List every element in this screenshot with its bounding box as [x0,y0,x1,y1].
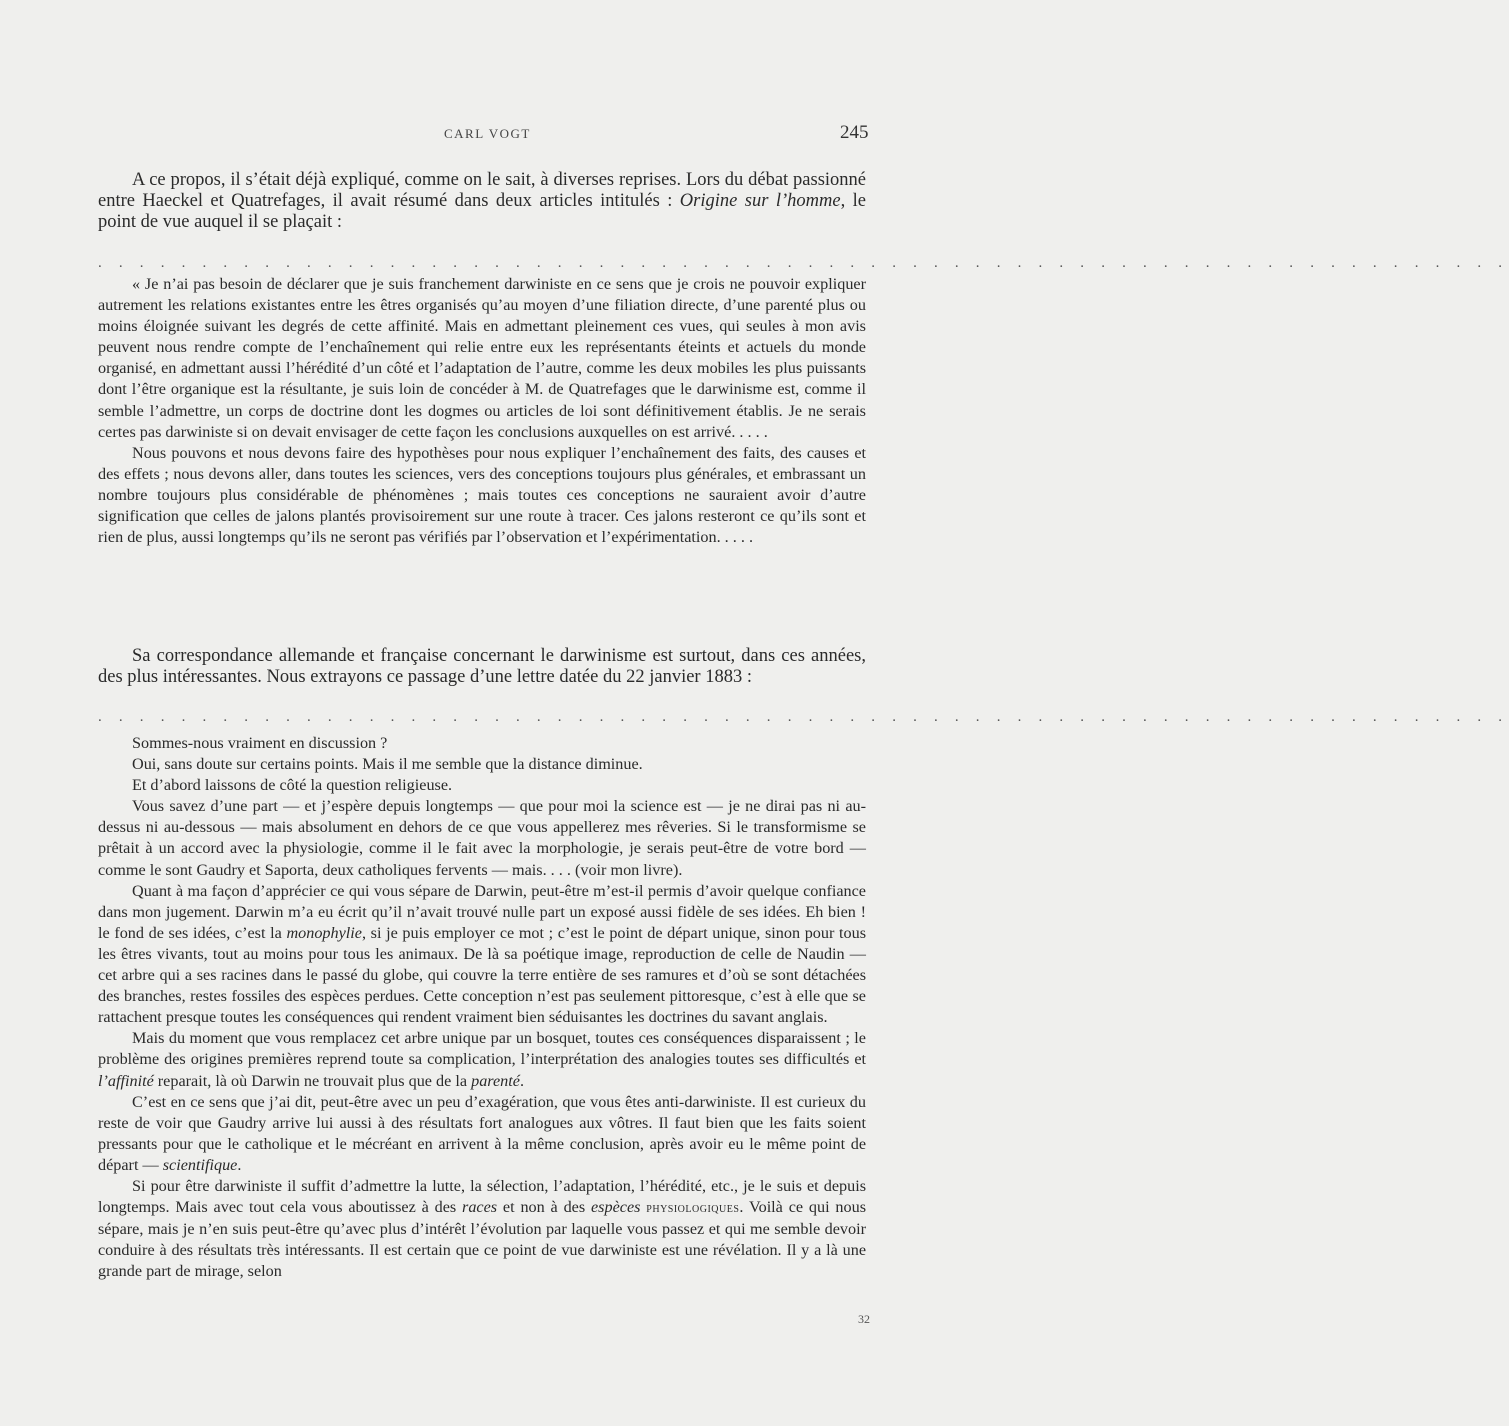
letter-p7-italic: scientifique [162,1155,238,1174]
letter-p6-text-b: reparait, là où Darwin ne trouvait plus que de la [153,1071,472,1090]
quote1-paragraph-2: Nous pouvons et nous devons faire des hypothèses pour nous expliquer l’enchaînement des faits, des causes et des effets ; nous devons aller, dans toutes les sciences, vers des conceptions toujours plus générales, et embrassant un nombre toujours plus considérable de phénomènes ; mais toutes ces conceptions ne sauraient avoir d’autre signification que celles de jalons plantés provisoirement sur une route à tracer. Ces jalons resteront ce qu’ils sont et rien de plus, aussi longtemps qu’ils ne seront pas vérifiés par l’observation et l’expérimentation. . . . . [98,443,866,547]
running-title: CARL VOGT [444,126,531,141]
letter-p5-italic: monophylie [286,923,362,942]
mid-text: Sa correspondance allemande et française concernant le darwinisme est surtout, dans ces années, des plus intéressantes. Nous extrayons ce passage d’une lettre datée du 22 janvier 1883 : [98,646,866,687]
letter-paragraph-3: Et d’abord laissons de côté la question religieuse. [132,776,453,795]
quote-block-1 [98,274,866,548]
letter-paragraph-5 [98,881,866,1029]
letter-p5-text-a: Quant à ma façon d’apprécier ce qui vous sépare de Darwin, peut-être m’est-il permis d’avoir quelque confiance dans mon jugement. Darwin m’a eu écrit qu’il n’avait trouvé nulle part un exposé aussi fidèle de ses idées. Eh bien ! le fond de ses idées, c’est la [98,881,866,942]
mid-paragraph [98,646,866,688]
letter-p7-text-b: . [237,1155,242,1174]
letter-paragraph-4: Vous savez d’une part — et j’espère depuis longtemps — que pour moi la science est — je ne dirai pas ni au-dessus ni au-dessous — mais absolument en dehors de ce que vous appellerez mes rêveries. Si le transformisme se prêtait à un accord avec la physiologie, comme il le fait avec la morphologie, je serais peut-être de votre bord — comme le sont Gaudry et Saporta, deux catholiques fervents — mais. . . . (voir mon livre). [98,797,866,879]
letter-p6-text-a: Mais du moment que vous remplacez cet arbre unique par un bosquet, toutes ces conséquences disparaissent ; le problème des origines premières reprend toute sa complication, l’interprétation des analogies toutes ses difficultés et [98,1029,866,1069]
letter-p8-smallcaps: physiologiques [646,1201,740,1217]
letter-p6-italic-2: parenté [471,1071,520,1090]
letter-p7-text-a: C’est en ce sens que j’ai dit, peut-être avec un peu d’exagération, que vous êtes anti-darwiniste. Il est curieux du reste de voir que Gaudry arrive lui aussi à des résultats fort analogues aux vôtres. Il faut bien que les faits soient pressants pour que le catholique et le mécréant en arrivent à la même conclusion, après avoir eu le même point de départ — [98,1092,866,1174]
intro-paragraph [98,170,866,233]
running-header [0,122,1000,152]
letter-p8-text-a: Si pour être darwiniste il suffit d’admettre la lutte, la sélection, l’adaptation, l’hérédité, etc., je le suis et depuis longtemps. Mais avec tout cela vous aboutissez à des [98,1176,866,1217]
page-number: 245 [840,122,869,143]
intro-text-2: , le point de vue auquel il se plaçait : [98,191,866,232]
intro-title-italic: Origine sur l’homme [679,191,841,211]
letter-paragraph-2: Oui, sans doute sur certains points. Mais il me semble que la distance diminue. [132,755,643,774]
quote1-paragraph-1: « Je n’ai pas besoin de déclarer que je suis franchement darwiniste en ce sens que je crois ne pouvoir expliquer autrement les relations existantes entre les êtres organisés qu’au moyen d’une filiation directe, d’une parenté plus ou moins éloignée suivant les degrés de cette affinité. Mais en admettant pleinement ces vues, qui seules à mon avis peuvent nous rendre compte de l’enchaînement qui relie entre eux les représentants éteints et actuels du monde organisé, en admettant aussi l’hérédité d’un côté et l’adaptation de l’autre, comme les deux mobiles les plus puissants dont l’être organique est la résultante, je suis loin de concéder à M. de Quatrefages que le darwinisme est, comme il semble l’admettre, un corps de doctrine dont les dogmes ou articles de loi sont définitivement établis. Je ne serais certes pas darwiniste si on devait envisager de cette façon les conclusions auxquelles on est arrivé. . . . . [98,275,866,441]
intro-text-1: A ce propos, il s’était déjà expliqué, comme on le sait, à diverses reprises. Lors du débat passionné entre Haeckel et Quatrefages, il avait résumé dans deux articles intitulés : [98,170,866,211]
letter-p8-italic-1: races [462,1198,498,1217]
letter-p6-text-c: . [519,1071,525,1090]
letter-paragraph-6 [98,1028,866,1091]
ellipsis-row-2: . . . . . . . . . . . . . . . . . . . . . . . . . . . . . . . . . . . . . . . . . . . . . . . . . . . . . . . . . . . . . . . . . . . . [98,709,1509,725]
letter-p8-text-b: et non à des [497,1198,591,1217]
letter-paragraph-8 [98,1176,866,1282]
letter-p8-italic-2: espèces [591,1198,641,1217]
ellipsis-row-1: . . . . . . . . . . . . . . . . . . . . . . . . . . . . . . . . . . . . . . . . . . . . . . . . . . . . . . . . . . . . . . . . . . . . [98,255,1509,271]
letter-p6-italic-1: l’affinité [98,1071,154,1090]
letter-p5-text-b: , si je puis employer ce mot ; c’est le point de départ unique, sinon pour tous les êtres vivants, tout au moins pour tous les animaux. De là sa poétique image, reproduction de celle de Naudin — cet arbre qui a ses racines dans le passé du globe, qui couvre la terre entière de ses ramures et d’où se sont détachées des branches, restes fossiles des espèces perdues. Cette conception n’est pas seulement pittoresque, c’est à elle que se rattachent presque toutes les conséquences qui rendent vraiment bien séduisantes les doctrines du savant anglais. [98,923,866,1027]
letter-block [98,733,866,1282]
letter-paragraph-1: Sommes-nous vraiment en discussion ? [132,734,388,752]
signature-mark: 32 [858,1312,870,1326]
letter-p8-text-c: . Voilà ce qui nous sépare, mais je n’en suis peut-être qu’avec plus d’intérêt l’évolution par laquelle vous passez et qui me semble devoir conduire à des résultats très intéressants. Il est certain que ce point de vue darwiniste est une révélation. Il y a là une grande part de mirage, selon [98,1198,867,1281]
letter-paragraph-7 [98,1092,866,1176]
